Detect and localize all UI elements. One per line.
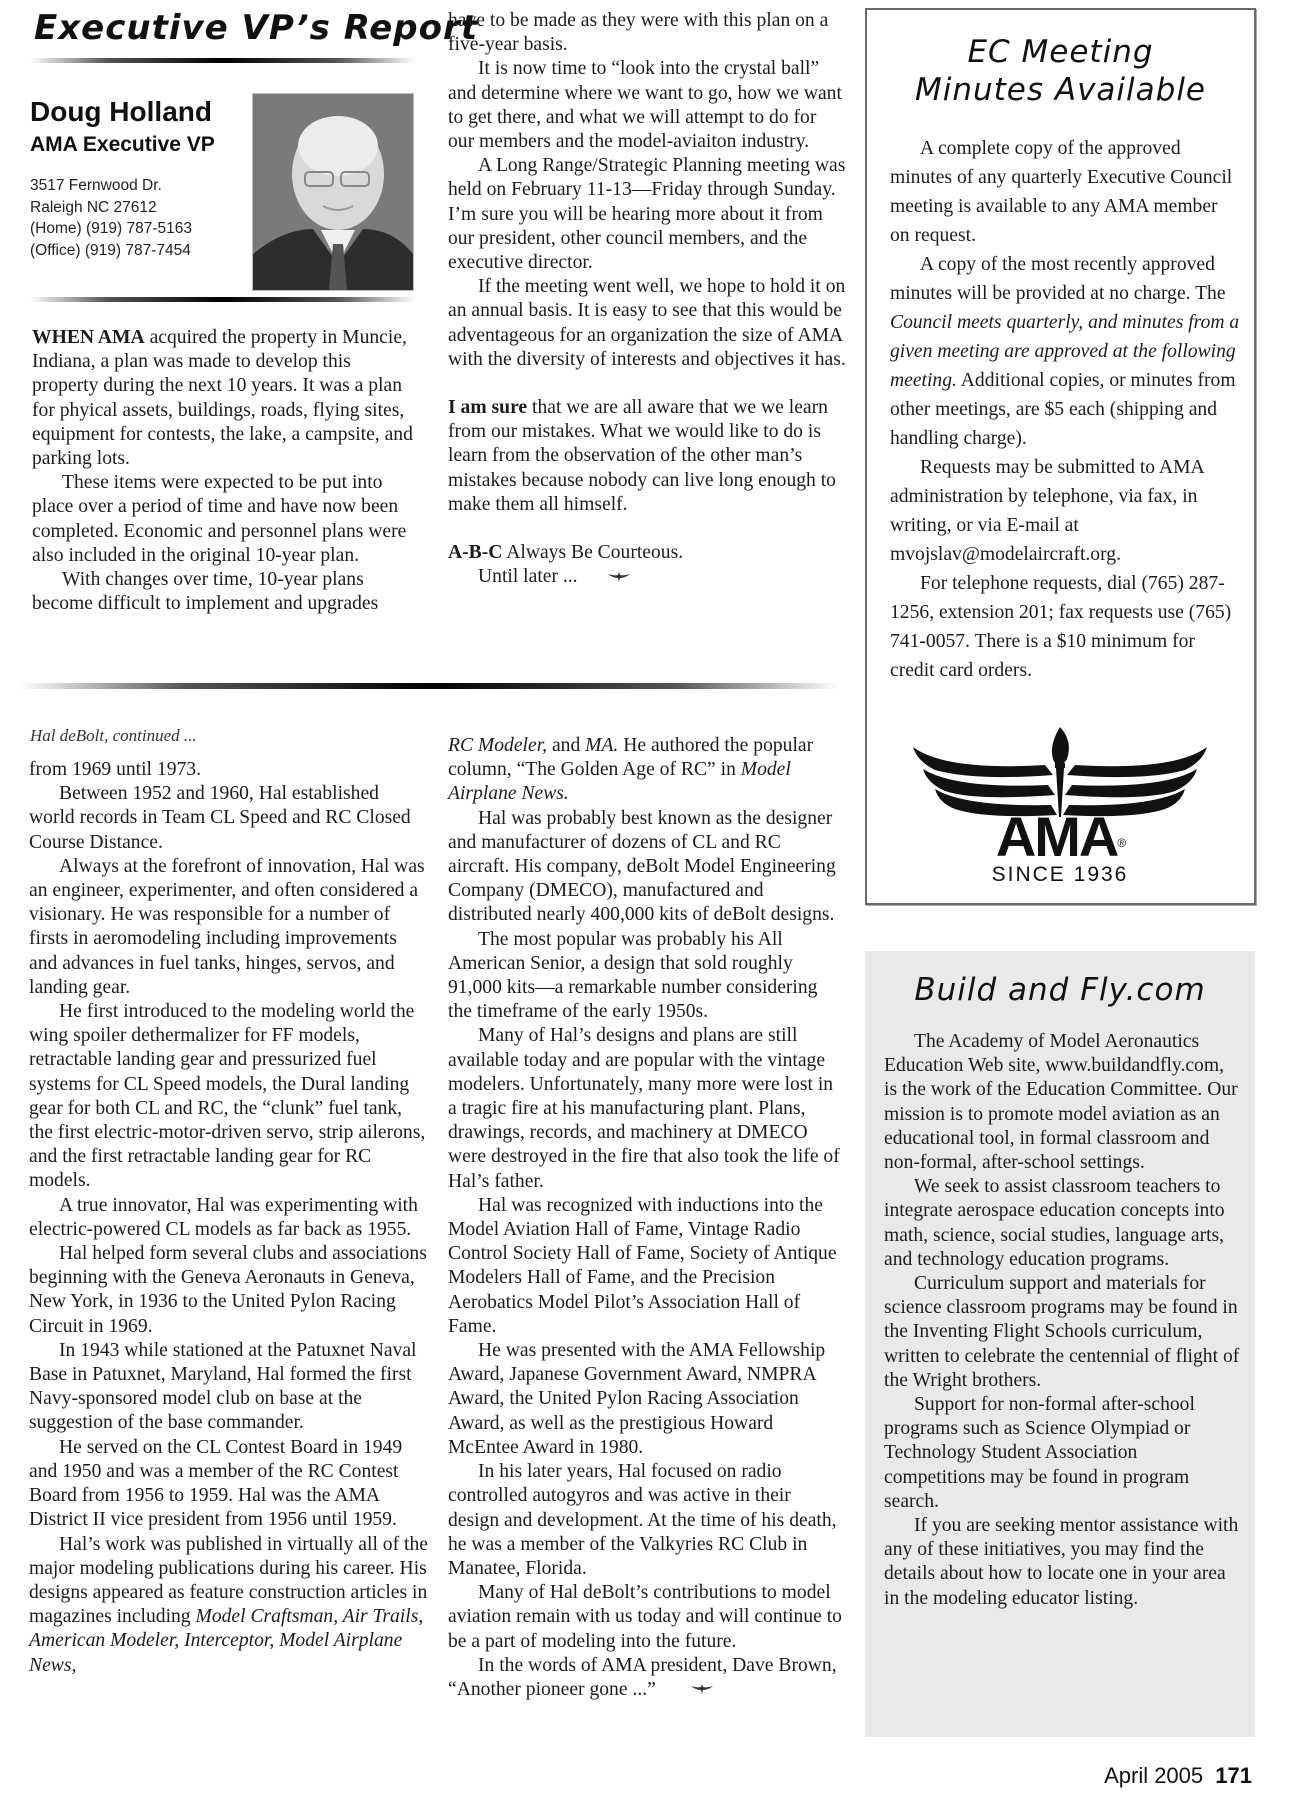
paragraph: In the words of AMA president, Dave Brown, “Another pioneer gone ...” — [448, 1654, 846, 1703]
paragraph: For telephone requests, dial (765) 287-1256, extension 201; fax requests use (765) 741-0057. There is a $10 minimum for credit card orders. — [890, 573, 1232, 681]
paragraph: The Academy of Model Aeronautics Education Web site, www.buildandfly.com, is the work of the Education Committee. Our mission is to promote model aviation as an educational tool, in formal classroom and non-formal, after-school settings. — [884, 1031, 1238, 1174]
paragraph: Hal’s work was published in virtually all of the major modeling publications during his career. His designs appeared as feature construction articles in magazines including Model Craftsman, Air Trails, American Modeler, Interceptor, Model Airplane News, — [29, 1533, 428, 1676]
vp-report-title: Executive VP’s Report — [34, 8, 478, 48]
section-divider — [20, 683, 840, 689]
paragraph: WHEN AMA acquired the property in Muncie, Indiana, a plan was made to develop this property during the next 10 years. It was a plan for phyical assets, buildings, roads, flying sites, equipment for contests, the lake, a campsite, and parking lots. — [32, 327, 413, 470]
paragraph: He was presented with the AMA Fellowship Award, Japanese Government Award, NMPRA Award, the United Pylon Racing Association Award, as well as the prestigious Howard McEntee Award in 1980. — [448, 1340, 826, 1458]
paragraph: A complete copy of the approved minutes of any quarterly Executive Council meeting is available to any AMA member on request. — [890, 138, 1233, 246]
paragraph: If you are seeking mentor assistance with any of these initiatives, you may find the details about how to locate one in your area in the modeling educator listing. — [884, 1515, 1239, 1609]
paragraph: I am sure that we are all aware that we we learn from our mistakes. What we would like to do is learn from the observation of the other man’s mistakes because nobody can live long enough to make them all himself. — [448, 397, 836, 515]
paragraph: The most popular was probably his All American Senior, a design that sold roughly 91,000 kits—a remarkable number considering the timeframe of the early 1950s. — [448, 928, 818, 1023]
paragraph: Many of Hal’s designs and plans are still available today and are popular with the vintage modelers. Unfortunately, many more were lost in a tragic fire at his manufacturing plant. Plans, drawings, records, and machinery at DMECO were destroyed in the fire that also took the life of Hal’s father. — [448, 1025, 840, 1192]
ama-wings-end-mark-icon — [578, 566, 630, 590]
hal-middle-column — [448, 734, 846, 1703]
paragraph: A Long Range/Strategic Planning meeting was held on February 11-13—Friday through Sunday. I’m sure you will be hearing more about it from our president, other council members, and the executive director. — [448, 155, 846, 274]
ec-minutes-body — [890, 134, 1240, 685]
author-title: AMA Executive VP — [30, 133, 215, 156]
continued-label: Hal deBolt, continued ... — [30, 726, 197, 745]
paragraph: Hal helped form several clubs and associations beginning with the Geneva Aeronauts in Geneva, New York, in 1936 to the United Pylon Racing Circuit in 1969. — [29, 1243, 427, 1337]
page-number: 171 — [1215, 1763, 1252, 1788]
paragraph: from 1969 until 1973. — [29, 759, 201, 780]
author-address — [30, 175, 192, 261]
paragraph: We seek to assist classroom teachers to integrate aerospace education concepts into math, science, social studies, language arts, and technology education programs. — [884, 1176, 1225, 1270]
paragraph: With changes over time, 10-year plans become difficult to implement and upgrades — [32, 569, 379, 615]
paragraph: In 1943 while stationed at the Patuxnet Naval Base in Patuxnet, Maryland, Hal formed the first Navy-sponsored model club on base at the suggestion of the base commander. — [29, 1339, 417, 1434]
build-and-fly-title: Build and Fly.com — [914, 972, 1206, 1008]
paragraph: A copy of the most recently approved minutes will be provided at no charge. The Council meets quarterly, and minutes from a given meeting are approved at the following meeting. Additional copies, or minutes from other meetings, are $5 each (shipping and handling charge). — [890, 254, 1240, 449]
title-divider — [30, 58, 415, 63]
paragraph: In his later years, Hal focused on radio controlled autogyros and was active in their design and development. At the time of his death, he was a member of the Valkyries RC Club in Manatee, Florida. — [448, 1461, 837, 1579]
ama-logo — [905, 725, 1215, 885]
paragraph: Always at the forefront of innovation, Hal was an engineer, experimenter, and often considered a visionary. He was responsible for a number of firsts in aeromodeling including improvements and advances in fuel tanks, hinges, servos, and landing gear. — [29, 855, 425, 998]
address-city: Raleigh NC 27612 — [30, 198, 157, 216]
page-footer — [1104, 1763, 1252, 1789]
ec-title-line2: Minutes Available — [914, 72, 1207, 108]
paragraph: He served on the CL Contest Board in 1949 and 1950 and was a member of the RC Contest Board from 1956 to 1959. Hal was the AMA District II vice president from 1956 until 1959. — [29, 1436, 403, 1531]
address-office-phone: (Office) (919) 787-7454 — [30, 241, 191, 259]
portrait-silhouette-icon — [253, 94, 413, 290]
address-street: 3517 Fernwood Dr. — [30, 177, 162, 194]
paragraph: have to be made as they were with this plan on a five-year basis. — [448, 10, 829, 56]
ec-title-line1: EC Meeting — [967, 34, 1154, 70]
header-divider — [30, 297, 415, 302]
paragraph: Curriculum support and materials for science classroom programs may be found in the Inventing Flight Schools curriculum, written to celebrate the centennial of flight of the Wright brothers. — [884, 1273, 1240, 1391]
paragraph: Hal was probably best known as the designer and manufacturer of dozens of CL and RC aircraft. His company, deBolt Model Engineering Company (DMECO), manufactured and distributed nearly 400,000 kits of deBolt designs. — [448, 807, 836, 926]
paragraph: He first introduced to the modeling world the wing spoiler dethermalizer for FF models, retractable landing gear and pressurized fuel systems for CL Speed models, the Dural landing gear for both CL and RC, the “clunk” fuel tank, the first electric-motor-driven servo, strip ailerons, and the first retractable landing gear for RC models. — [29, 1001, 426, 1192]
paragraph: If the meeting went well, we hope to hold it on an annual basis. It is easy to see that this would be adventageous for an organization the size of AMA with the diversity of interests and objectives it has. — [448, 276, 846, 370]
ama-wings-end-mark-icon — [661, 1678, 713, 1702]
ec-minutes-title — [867, 33, 1254, 109]
paragraph: Many of Hal deBolt’s contributions to model aviation remain with us today and will continue to be a part of modeling into the future. — [448, 1582, 842, 1652]
paragraph: Support for non-formal after-school programs such as Science Olympiad or Technology Student Association competitions may be found in program search. — [884, 1394, 1195, 1512]
paragraph: RC Modeler, and MA. He authored the popular column, “The Golden Age of RC” in Model Airplane News. — [448, 735, 814, 805]
address-home-phone: (Home) (919) 787-5163 — [30, 220, 192, 237]
paragraph: A-B-C Always Be Courteous. — [448, 542, 684, 564]
paragraph: A true innovator, Hal was experimenting with electric-powered CL models as far back as 1955. — [29, 1194, 418, 1240]
hal-left-column — [29, 758, 429, 1678]
sign-off: Until later ... — [448, 565, 846, 590]
author-photo — [252, 93, 414, 291]
build-and-fly-body — [884, 1030, 1240, 1611]
author-name: Doug Holland — [30, 96, 212, 127]
registered-mark: ® — [1117, 836, 1125, 850]
paragraph: Between 1952 and 1960, Hal established world records in Team CL Speed and RC Closed Course Distance. — [29, 783, 411, 853]
paragraph: It is now time to “look into the crystal ball” and determine where we want to go, how we want to get there, and what we will attempt to do for our members and the model-aviaiton industry. — [448, 58, 842, 153]
issue-date: April 2005 — [1104, 1763, 1204, 1788]
paragraph: Hal was recognized with inductions into the Model Aviation Hall of Fame, Vintage Radio Control Society Hall of Fame, Society of Antique Modelers Hall of Fame, and the Precision Aerobatics Model Pilot’s Association Hall of Fame. — [448, 1194, 837, 1337]
paragraph: These items were expected to be put into place over a period of time and have now been completed. Economic and personnel plans were also included in the original 10-year plan. — [32, 472, 407, 566]
ama-logo-tagline: SINCE 1936 — [991, 863, 1129, 886]
vp-report-left-column — [32, 326, 422, 616]
vp-report-middle-column — [448, 9, 846, 590]
paragraph: Requests may be submitted to AMA administration by telephone, via fax, in writing, or via E-mail at mvojslav@modelaircraft.org. — [890, 457, 1204, 565]
ama-logo-wordmark: AMA® — [995, 805, 1125, 868]
